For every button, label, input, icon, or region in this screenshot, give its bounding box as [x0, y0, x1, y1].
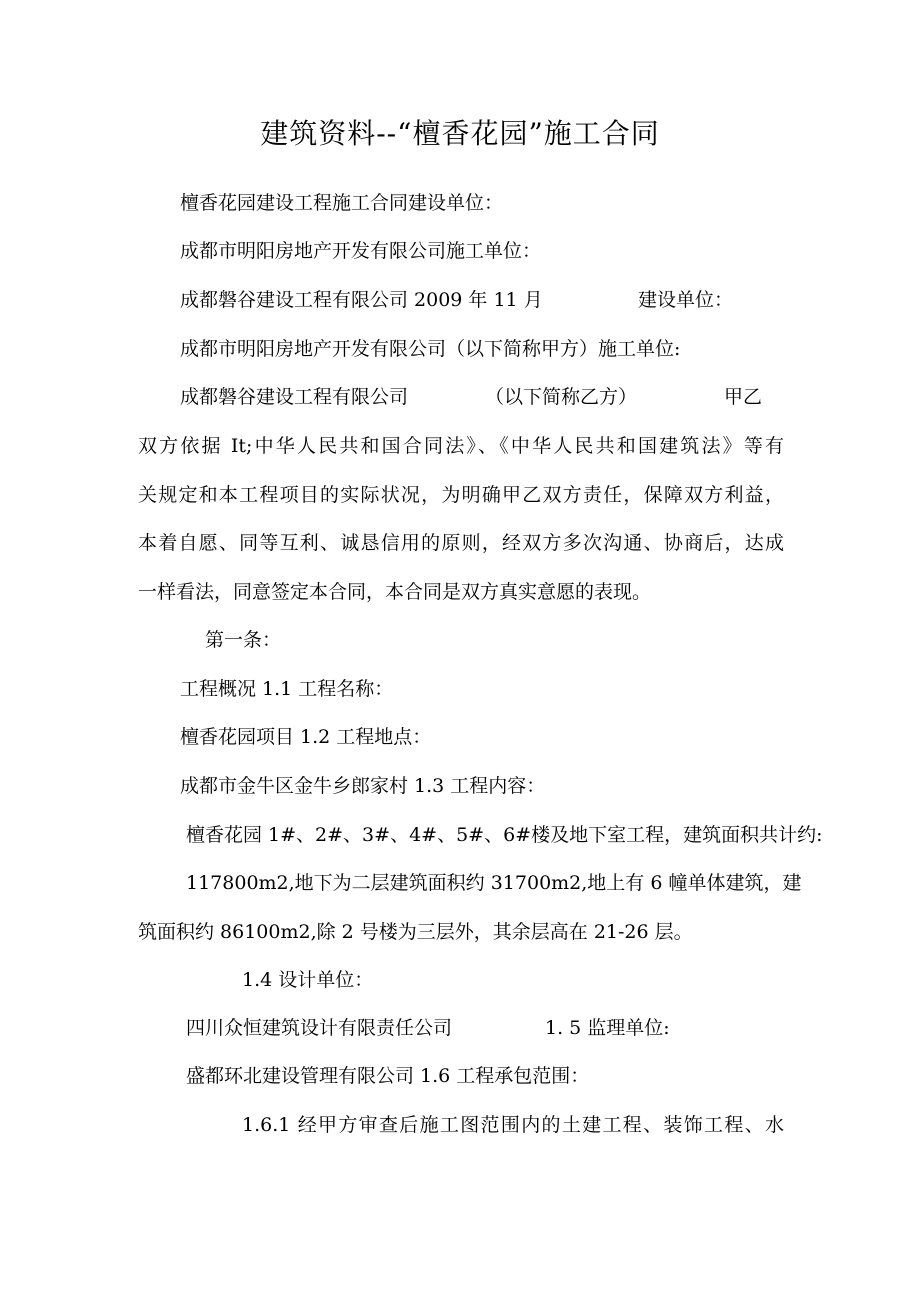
- text-line: 成都市明阳房地产开发有限公司（以下简称甲方）施工单位:: [180, 338, 681, 360]
- text-line: 本着自愿、同等互利、诚恳信用的原则，经双方多次沟通、协商后，达成: [138, 532, 784, 554]
- text-line: 成都磐谷建设工程有限公司 2009 年 11 月: [180, 289, 543, 311]
- text-line: 117800m2,地下为二层建筑面积约 31700m2,地上有 6 幢单体建筑，建: [186, 872, 802, 894]
- text-line: 甲乙: [724, 386, 763, 408]
- text-line: 盛都环北建设管理有限公司 1.6 工程承包范围：: [186, 1065, 590, 1087]
- document-title: 建筑资料--“檀香花园”施工合同: [260, 117, 660, 150]
- text-line: 四川众恒建筑设计有限责任公司: [186, 1017, 453, 1039]
- text-line: 成都磐谷建设工程有限公司: [180, 386, 409, 408]
- text-line: 成都市金牛区金牛乡郎家村 1.3 工程内容：: [180, 775, 546, 797]
- text-line: 檀香花园项目 1.2 工程地点：: [180, 726, 432, 748]
- text-line: 关规定和本工程项目的实际状况，为明确甲乙双方责任，保障双方利益，: [138, 484, 784, 506]
- text-line: 筑面积约 86100m2,除 2 号楼为三层外，其余层高在 21-26 层。: [138, 921, 693, 943]
- text-line: 成都市明阳房地产开发有限公司施工单位：: [180, 240, 542, 262]
- text-line: 建设单位：: [638, 289, 734, 311]
- text-line: 1.6.1 经甲方审查后施工图范围内的土建工程、装饰工程、水: [242, 1114, 784, 1136]
- text-line: 一样看法，同意签定本合同，本合同是双方真实意愿的表现。: [138, 581, 652, 603]
- text-line: 檀香花园建设工程施工合同建设单位：: [180, 192, 504, 214]
- text-line: （以下简称乙方）: [485, 386, 638, 408]
- text-line: 1. 5 监理单位:: [545, 1017, 670, 1039]
- text-line: 1.4 设计单位：: [242, 969, 374, 991]
- text-line: 檀香花园 1#、2#、3#、4#、5#、6#楼及地下室工程，建筑面积共计约:: [186, 824, 823, 846]
- text-line: 工程概况 1.1 工程名称：: [180, 678, 394, 700]
- text-line: 第一条：: [205, 629, 282, 651]
- text-line: 双方依据 It;中华人民共和国合同法》、《中华人民共和国建筑法》等有: [138, 435, 784, 457]
